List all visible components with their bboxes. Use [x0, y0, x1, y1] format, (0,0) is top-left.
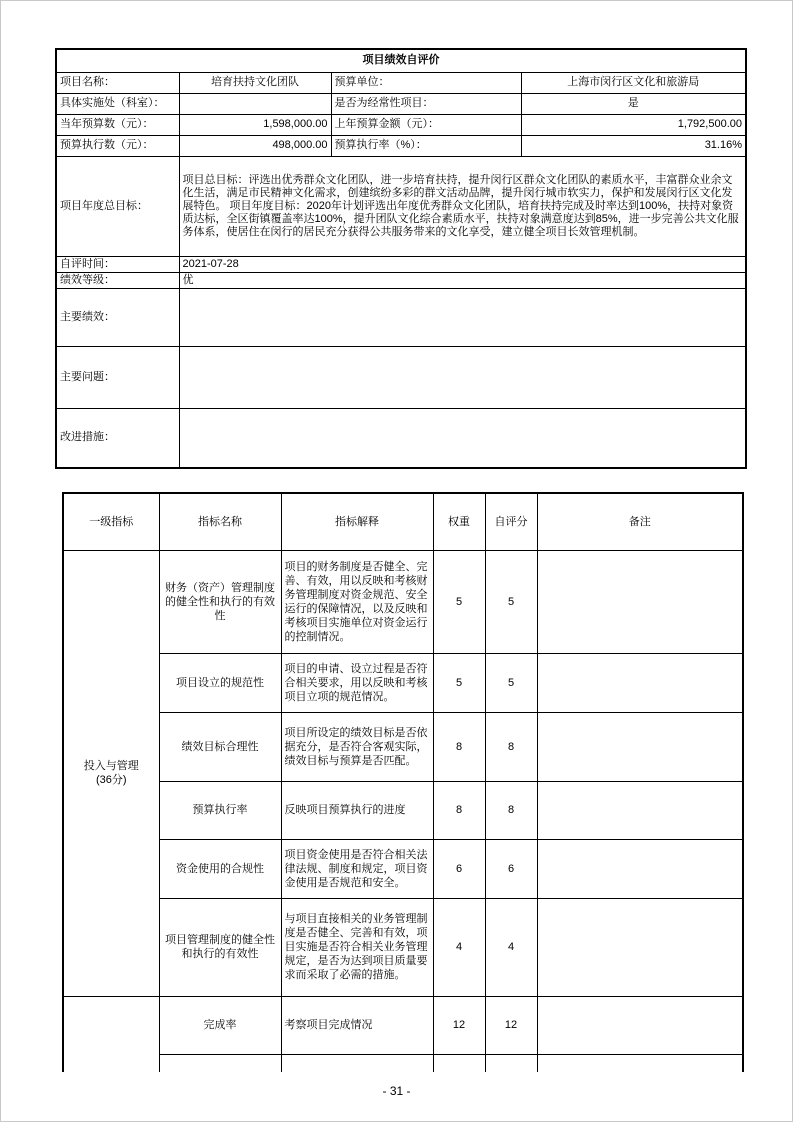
- weight-cell: 12: [433, 996, 485, 1054]
- year-budget-value: 1,598,000.00: [179, 114, 331, 135]
- weight-cell: 4: [433, 898, 485, 996]
- grade-label: 绩效等级：: [56, 272, 179, 288]
- indicator-explain-cell: 考察项目完成情况: [281, 996, 433, 1054]
- indicator-explain-cell: 项目资金使用是否符合相关法律法规、制度和规定，项目资金使用是否规范和安全。: [281, 839, 433, 898]
- year-budget-label: 当年预算数（元）：: [56, 114, 179, 135]
- remark-cell: [537, 1054, 743, 1072]
- form-row-project-name: [56, 72, 746, 93]
- score-cell: 12: [485, 996, 537, 1054]
- header-weight: 权重: [433, 493, 485, 550]
- weight-cell: 8: [433, 781, 485, 839]
- form-row-achievements: [56, 288, 746, 346]
- score-cell: 5: [485, 653, 537, 712]
- indicator-table-clip: [62, 492, 746, 1072]
- indicator-row: [63, 712, 743, 781]
- indicator-row: [63, 550, 743, 653]
- indicator-row-partial: [63, 1054, 743, 1072]
- form-row-eval-date: [56, 256, 746, 272]
- indicator-name-cell: 预算执行率: [159, 781, 281, 839]
- project-name-label: 项目名称：: [56, 72, 179, 93]
- dept-value: [179, 93, 331, 114]
- achievements-value: [179, 288, 746, 346]
- indicator-explain-cell: 项目的申请、设立过程是否符合相关要求，用以反映和考核项目立项的规范情况。: [281, 653, 433, 712]
- page-number: - 31 -: [382, 1084, 411, 1098]
- remark-cell: [537, 550, 743, 653]
- indicator-row: [63, 653, 743, 712]
- indicator-explain-cell: 反映项目预算执行的进度: [281, 781, 433, 839]
- eval-date-value: 2021-07-28: [179, 256, 746, 272]
- goal-label: 项目年度总目标：: [56, 156, 179, 256]
- exec-amount-value: 498,000.00: [179, 135, 331, 156]
- weight-cell: [433, 1054, 485, 1072]
- weight-cell: 8: [433, 712, 485, 781]
- indicator-explain-cell: 项目所设定的绩效目标是否依据充分，是否符合客观实际，绩效目标与预算是否匹配。: [281, 712, 433, 781]
- header-level1-indicator: 一级指标: [63, 493, 159, 550]
- indicator-row: [63, 898, 743, 996]
- remark-cell: [537, 898, 743, 996]
- form-row-year-budget: [56, 114, 746, 135]
- form-title: 项目绩效自评价: [56, 49, 746, 72]
- score-cell: 8: [485, 712, 537, 781]
- exec-rate-label: 预算执行率（%）：: [331, 135, 521, 156]
- problems-value: [179, 346, 746, 408]
- indicator-name-cell: 绩效目标合理性: [159, 712, 281, 781]
- grade-value: 优: [179, 272, 746, 288]
- problems-label: 主要问题：: [56, 346, 179, 408]
- budget-unit-value: 上海市闵行区文化和旅游局: [521, 72, 746, 93]
- group-label-line2: (36分): [95, 774, 127, 786]
- form-row-improvements: [56, 408, 746, 468]
- project-name-value: 培育扶持文化团队: [179, 72, 331, 93]
- indicator-row: [63, 996, 743, 1054]
- indicator-name-cell: 财务（资产）管理制度的健全性和执行的有效性: [159, 550, 281, 653]
- score-cell: 6: [485, 839, 537, 898]
- form-row-dept: [56, 93, 746, 114]
- remark-cell: [537, 996, 743, 1054]
- group-next-cell: [63, 996, 159, 1072]
- score-cell: 8: [485, 781, 537, 839]
- prev-budget-label: 上年预算金额（元）：: [331, 114, 521, 135]
- goal-value: 项目总目标：评选出优秀群众文化团队，进一步培育扶持，提升闵行区群众文化团队的素质水平，丰富群众业余文化生活，满足市民精神文化需求，创建缤纷多彩的群文活动品牌，提升闵行城市软实力，保护和发展闵行区文化发展特色。 项目年度目标：2020年计划评选出年度优秀群众文化团队，培育扶持完成及时率达到100%，扶持对象资质达标，全区街镇覆盖率达100%，提升团队文化综合素质水平，扶持对象满意度达到85%，进一步完善公共文化服务体系，使居住在闵行的居民充分获得公共服务带来的文化享受，建立健全项目长效管理机制。: [179, 156, 746, 256]
- group-input-management-cell: [63, 550, 159, 996]
- header-indicator-explain: 指标解释: [281, 493, 433, 550]
- score-cell: 5: [485, 550, 537, 653]
- exec-amount-label: 预算执行数（元）：: [56, 135, 179, 156]
- self-evaluation-form-table: [55, 48, 747, 469]
- recurring-label: 是否为经常性项目：: [331, 93, 521, 114]
- achievements-label: 主要绩效：: [56, 288, 179, 346]
- form-row-goal: [56, 156, 746, 256]
- improvements-label: 改进措施：: [56, 408, 179, 468]
- remark-cell: [537, 712, 743, 781]
- remark-cell: [537, 781, 743, 839]
- form-row-exec: [56, 135, 746, 156]
- form-row-grade: [56, 272, 746, 288]
- recurring-value: 是: [521, 93, 746, 114]
- indicator-name-cell: 完成率: [159, 996, 281, 1054]
- group-label-line1: 投入与管理: [83, 760, 139, 772]
- eval-date-label: 自评时间：: [56, 256, 179, 272]
- prev-budget-value: 1,792,500.00: [521, 114, 746, 135]
- indicator-name-cell: 项目设立的规范性: [159, 653, 281, 712]
- indicator-name-cell: 资金使用的合规性: [159, 839, 281, 898]
- indicator-explain-cell: 项目的财务制度是否健全、完善、有效，用以反映和考核财务管理制度对资金规范、安全运行的保障情况，以及反映和考核项目实施单位对资金运行的控制情况。: [281, 550, 433, 653]
- header-self-score: 自评分: [485, 493, 537, 550]
- indicator-explain-cell: 与项目直接相关的业务管理制度是否健全、完善和有效，项目实施是否符合相关业务管理规定，是否为达到项目质量要求而采取了必需的措施。: [281, 898, 433, 996]
- budget-unit-label: 预算单位：: [331, 72, 521, 93]
- indicator-table: [62, 492, 744, 1072]
- dept-label: 具体实施处（科室）：: [56, 93, 179, 114]
- remark-cell: [537, 653, 743, 712]
- indicator-row: [63, 839, 743, 898]
- weight-cell: 5: [433, 550, 485, 653]
- weight-cell: 5: [433, 653, 485, 712]
- indicator-header-row: [63, 493, 743, 550]
- indicator-name-cell: 项目管理制度的健全性和执行的有效性: [159, 898, 281, 996]
- indicator-name-cell: [159, 1054, 281, 1072]
- exec-rate-value: 31.16%: [521, 135, 746, 156]
- indicator-explain-cell: [281, 1054, 433, 1072]
- header-remark: 备注: [537, 493, 743, 550]
- header-indicator-name: 指标名称: [159, 493, 281, 550]
- improvements-value: [179, 408, 746, 468]
- weight-cell: 6: [433, 839, 485, 898]
- indicator-row: [63, 781, 743, 839]
- form-row-problems: [56, 346, 746, 408]
- score-cell: [485, 1054, 537, 1072]
- score-cell: 4: [485, 898, 537, 996]
- remark-cell: [537, 839, 743, 898]
